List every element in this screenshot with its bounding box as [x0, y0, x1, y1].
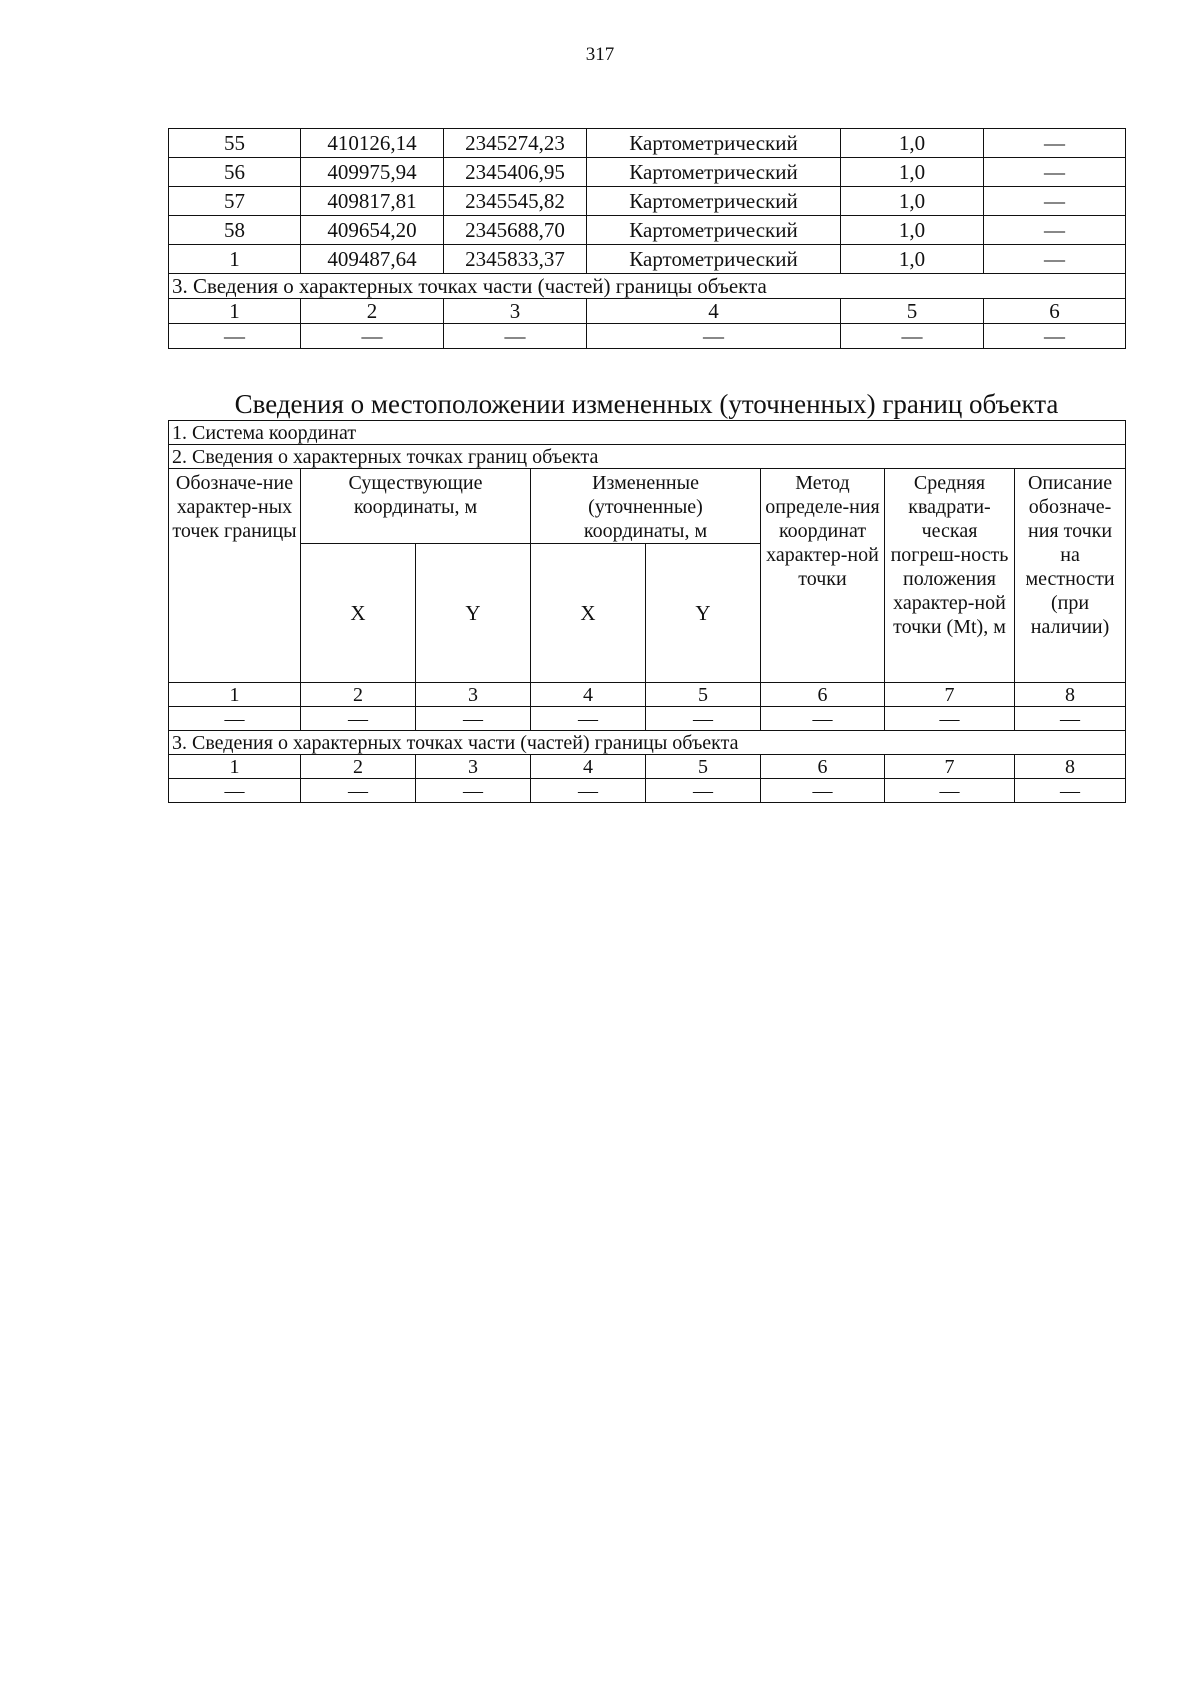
- table-cell: —: [587, 324, 841, 349]
- table-cell: 5: [841, 299, 984, 324]
- header-existing-x: X: [301, 544, 416, 683]
- section-heading-cell: 3. Сведения о характерных точках части (частей) границы объекта: [169, 274, 1126, 299]
- header-existing-y: Y: [416, 544, 531, 683]
- table-cell: 2345274,23: [444, 129, 587, 158]
- table-cell: 2345833,37: [444, 245, 587, 274]
- section3-row: [169, 274, 1126, 299]
- table-cell: 2: [301, 299, 444, 324]
- table-cell: —: [984, 324, 1126, 349]
- coordinate-system-row: 1. Система координат: [169, 421, 1126, 445]
- header-existing-coords: Существующие координаты, м: [301, 469, 531, 544]
- table-cell: 6: [984, 299, 1126, 324]
- table-cell: 6: [761, 683, 885, 707]
- boundary-points-row: 2. Сведения о характерных точках границ объекта: [169, 445, 1126, 469]
- table-cell: —: [984, 216, 1126, 245]
- table-cell: Картометрический: [587, 158, 841, 187]
- table-cell: 4: [531, 755, 646, 779]
- table-cell: Картометрический: [587, 129, 841, 158]
- table-cell: 1: [169, 299, 301, 324]
- column-numbers-row: [169, 755, 1126, 779]
- table-cell: —: [169, 324, 301, 349]
- table-cell: —: [531, 779, 646, 803]
- table-cell: Картометрический: [587, 216, 841, 245]
- table-cell: —: [984, 158, 1126, 187]
- table-cell: 4: [531, 683, 646, 707]
- table-cell: 2: [301, 683, 416, 707]
- table-cell: 1,0: [841, 245, 984, 274]
- table-cell: 8: [1015, 755, 1126, 779]
- page-number: 317: [585, 44, 615, 65]
- table-cell: 409817,81: [301, 187, 444, 216]
- table-cell: —: [984, 187, 1126, 216]
- section3-row: [169, 731, 1126, 755]
- table-cell: 1,0: [841, 129, 984, 158]
- table-cell: 1: [169, 245, 301, 274]
- column-numbers-row: [169, 299, 1126, 324]
- table-row: [169, 129, 1126, 158]
- section-title: Сведения о местоположении измененных (уточненных) границ объекта: [234, 389, 1059, 419]
- table-cell: 1,0: [841, 158, 984, 187]
- table-cell: 55: [169, 129, 301, 158]
- table-cell: 2345688,70: [444, 216, 587, 245]
- table-cell: Картометрический: [587, 187, 841, 216]
- table-cell: —: [169, 779, 301, 803]
- table-cell: —: [531, 707, 646, 731]
- table-cell: 58: [169, 216, 301, 245]
- changed-boundaries-table: [168, 420, 1126, 803]
- table-cell: —: [169, 707, 301, 731]
- table-cell: —: [646, 779, 761, 803]
- table-cell: 7: [885, 755, 1015, 779]
- table-row: [169, 245, 1126, 274]
- table-cell: —: [841, 324, 984, 349]
- table-cell: —: [1015, 779, 1126, 803]
- table-cell: —: [416, 779, 531, 803]
- table-cell: 410126,14: [301, 129, 444, 158]
- table-cell: 409487,64: [301, 245, 444, 274]
- table-cell: 1,0: [841, 187, 984, 216]
- table-cell: —: [885, 707, 1015, 731]
- table-cell: 409975,94: [301, 158, 444, 187]
- table-cell: 3: [416, 683, 531, 707]
- table-cell: 6: [761, 755, 885, 779]
- table-cell: —: [301, 324, 444, 349]
- section-heading-cell: 3. Сведения о характерных точках части (частей) границы объекта: [169, 731, 1126, 755]
- table-cell: 1: [169, 683, 301, 707]
- table-cell: 1,0: [841, 216, 984, 245]
- table-cell: —: [984, 129, 1126, 158]
- table-cell: 1: [169, 755, 301, 779]
- table-cell: —: [984, 245, 1126, 274]
- table-cell: 2345545,82: [444, 187, 587, 216]
- header-changed-x: X: [531, 544, 646, 683]
- table-cell: Картометрический: [587, 245, 841, 274]
- table-row: [169, 158, 1126, 187]
- table-cell: 5: [646, 683, 761, 707]
- empty-data-row: [169, 779, 1126, 803]
- table-cell: 8: [1015, 683, 1126, 707]
- table-cell: —: [444, 324, 587, 349]
- table-cell: —: [761, 707, 885, 731]
- table-cell: 56: [169, 158, 301, 187]
- table-cell: 3: [416, 755, 531, 779]
- table-cell: —: [1015, 707, 1126, 731]
- table-row: [169, 187, 1126, 216]
- table-cell: 57: [169, 187, 301, 216]
- empty-data-row: [169, 324, 1126, 349]
- header-changed-y: Y: [646, 544, 761, 683]
- table-cell: —: [646, 707, 761, 731]
- header-mean-error: Средняя квадрати-ческая погреш-ность положения характер-ной точки (Mt), м: [885, 469, 1015, 683]
- table-cell: —: [301, 707, 416, 731]
- table-cell: 2: [301, 755, 416, 779]
- table-cell: 409654,20: [301, 216, 444, 245]
- table-cell: —: [885, 779, 1015, 803]
- header-point-designation: Обозначе-ние характер-ных точек границы: [169, 469, 301, 683]
- table-cell: 2345406,95: [444, 158, 587, 187]
- header-method: Метод определе-ния координат характер-ной точки: [761, 469, 885, 683]
- table-cell: —: [761, 779, 885, 803]
- table-cell: 3: [444, 299, 587, 324]
- table-cell: —: [416, 707, 531, 731]
- table-cell: 4: [587, 299, 841, 324]
- table-cell: 5: [646, 755, 761, 779]
- boundary-points-table: [168, 128, 1126, 349]
- column-numbers-row: [169, 683, 1126, 707]
- header-description: Описание обозначе-ния точки на местности (при наличии): [1015, 469, 1126, 683]
- table-cell: —: [301, 779, 416, 803]
- header-changed-coords: Измененные (уточненные) координаты, м: [531, 469, 761, 544]
- table-cell: 7: [885, 683, 1015, 707]
- empty-data-row: [169, 707, 1126, 731]
- table-row: [169, 216, 1126, 245]
